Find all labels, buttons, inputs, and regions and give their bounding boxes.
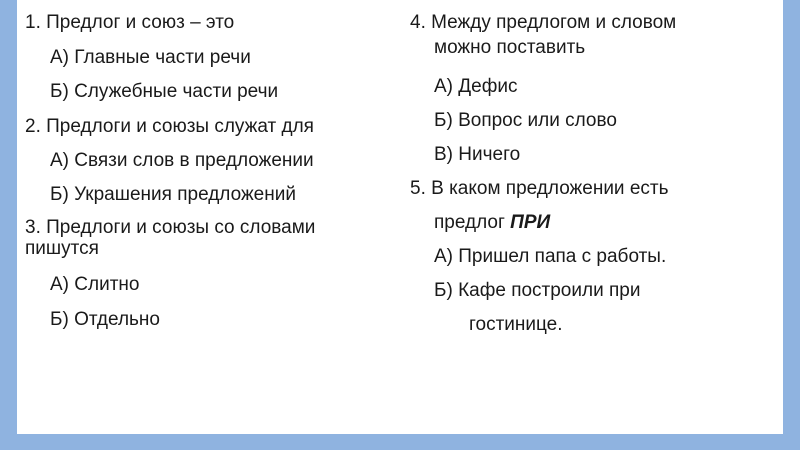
question-5-option-b: Б) Кафе построили при: [434, 280, 641, 301]
right-column: [391, 0, 783, 434]
question-4-option-c: В) Ничего: [434, 144, 521, 165]
question-5-line-2: [434, 212, 550, 233]
question-1-option-a: А) Главные части речи: [50, 47, 251, 68]
question-5-line-2-text: предлог: [434, 212, 511, 233]
question-5-option-b-continuation: гостинице.: [469, 314, 563, 335]
question-3-option-a: А) Слитно: [50, 274, 140, 295]
question-4-line-1: 4. Между предлогом и словом: [410, 12, 677, 33]
question-2: 2. Предлоги и союзы служат для: [25, 116, 314, 137]
question-4-option-a: А) Дефис: [434, 76, 518, 97]
question-4-line-2: можно поставить: [434, 37, 586, 58]
left-column: [17, 0, 391, 434]
question-1: 1. Предлог и союз – это: [25, 12, 235, 33]
highlighted-preposition: ПРИ: [510, 212, 551, 233]
question-3-line-2: пишутся: [25, 238, 99, 259]
question-1-option-b: Б) Служебные части речи: [50, 81, 279, 102]
question-2-option-a: А) Связи слов в предложении: [50, 150, 314, 171]
question-2-option-b: Б) Украшения предложений: [50, 184, 296, 205]
question-5-option-a: А) Пришел папа с работы.: [434, 246, 667, 267]
question-3-line-1: 3. Предлоги и союзы со словами: [25, 217, 316, 238]
worksheet: [17, 0, 783, 434]
question-4-option-b: Б) Вопрос или слово: [434, 110, 617, 131]
question-3-option-b: Б) Отдельно: [50, 309, 160, 330]
question-5-line-1: 5. В каком предложении есть: [410, 178, 669, 199]
